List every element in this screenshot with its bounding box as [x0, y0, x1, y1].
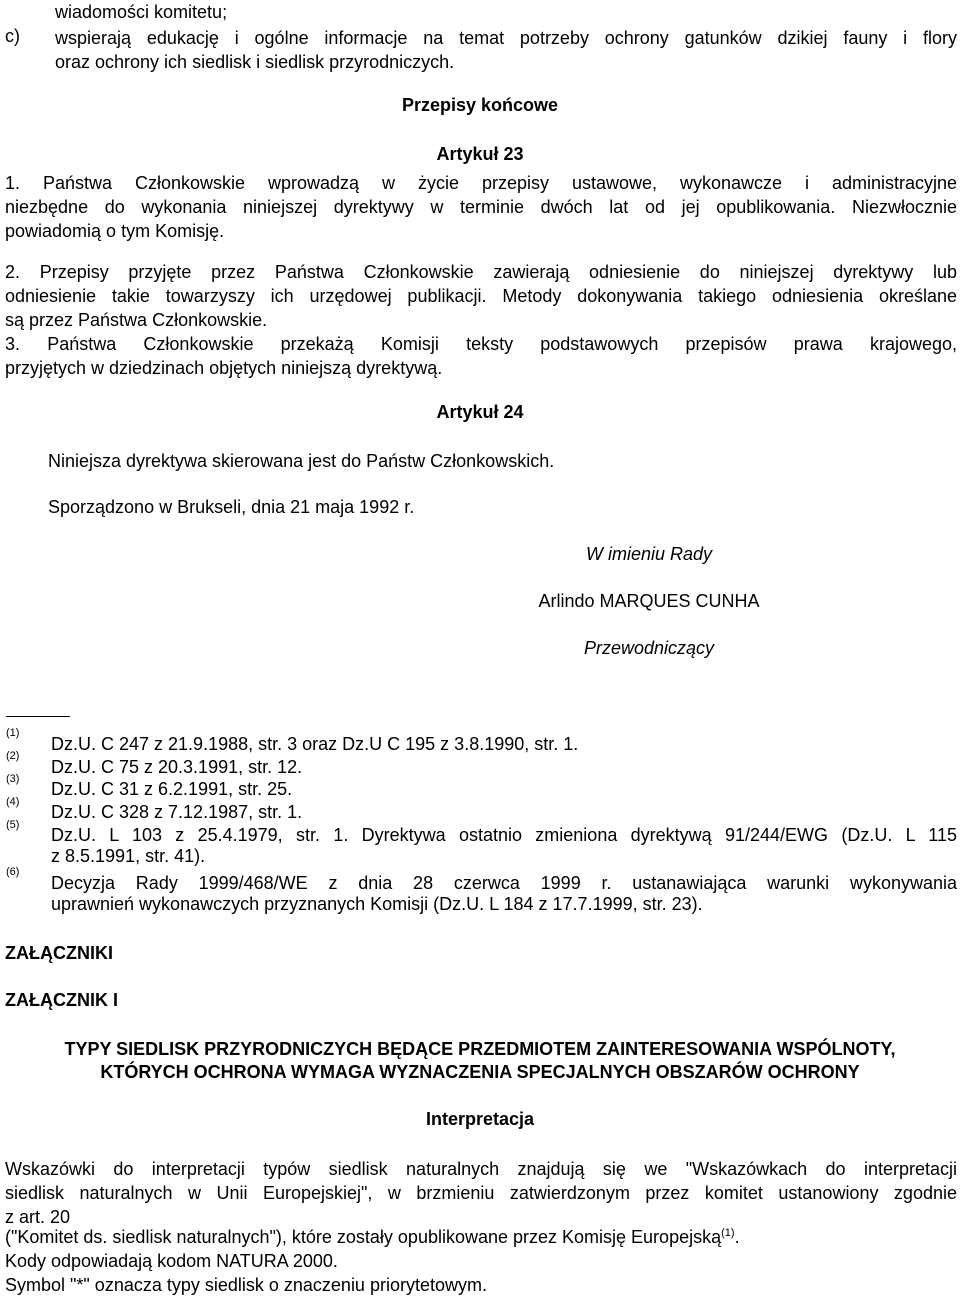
footnote-line: Dz.U. C 31 z 6.2.1991, str. 25. [51, 779, 293, 799]
footnote-marker: (4) [6, 796, 20, 808]
annexes-heading: ZAŁĄCZNIKI [5, 943, 113, 963]
symbol-line: Symbol "*" oznacza typy siedlisk o znaczeniu priorytetowym. [5, 1275, 487, 1295]
list-marker-c: c) [5, 26, 20, 46]
footnote-5 [51, 825, 957, 867]
article-24-title: Artykuł 24 [436, 402, 524, 422]
on-behalf-text: W imieniu Rady [585, 544, 713, 564]
paragraph-line: Wskazówki do interpretacji typów siedlisk naturalnych znajdują się we "Wskazówkach do interpretacji [5, 1159, 957, 1179]
list-item-c [55, 26, 957, 74]
annex-1-title-line-1: TYPY SIEDLISK PRZYRODNICZYCH BĘDĄCE PRZEDMIOTEM ZAINTERESOWANIA WSPÓLNOTY, [64, 1039, 896, 1059]
paragraph-line: 2. Przepisy przyjęte przez Państwa Członkowskie zawierają odniesienie do niniejszej dyrektywy lub [5, 262, 957, 282]
footnote-marker: (5) [6, 819, 20, 831]
article-23-paragraph-2 [5, 260, 957, 332]
footnote-marker: (3) [6, 773, 20, 785]
done-at-text: Sporządzono w Brukseli, dnia 21 maja 1992 r. [48, 497, 415, 517]
list-item-c-line: wspierają edukację i ogólne informacje na temat potrzeby ochrony gatunków dzikiej fauny i flory [55, 28, 957, 48]
paragraph-line: siedlisk naturalnych w Unii Europejskiej", w brzmieniu zatwierdzonym przez komitet ustanowiony zgodnie [5, 1183, 957, 1203]
footnote-line: Dz.U. C 328 z 7.12.1987, str. 1. [51, 802, 303, 822]
footnote-line: uprawnień wykonawczych przyznanych Komisji (Dz.U. L 184 z 17.7.1999, str. 23). [51, 894, 703, 914]
paragraph-line: odniesienie takie towarzyszy ich urzędowej publikacji. Metody dokonywania takiego odniesienia określane [5, 286, 957, 306]
committee-footnote-ref[interactable]: (1) [721, 1227, 735, 1239]
footnote-separator [6, 716, 70, 717]
interpretation-paragraph [5, 1157, 957, 1229]
article-24-text: Niniejsza dyrektywa skierowana jest do Państw Członkowskich. [48, 451, 555, 471]
paragraph-line: powiadomią o tym Komisję. [5, 221, 225, 241]
article-23-title: Artykuł 23 [436, 144, 524, 164]
footnote-line: z 8.5.1991, str. 41). [51, 846, 206, 866]
footnote-3 [51, 779, 957, 800]
committee-line [5, 1227, 740, 1248]
interpretation-heading: Interpretacja [425, 1109, 535, 1129]
committee-end: . [734, 1227, 740, 1247]
paragraph-line: 1. Państwa Członkowskie wprowadzą w życie przepisy ustawowe, wykonawcze i administracyjne [5, 173, 957, 193]
paragraph-line: są przez Państwa Członkowskie. [5, 310, 268, 330]
footnote-6 [51, 873, 957, 915]
article-23-paragraph-3 [5, 332, 957, 380]
list-item-c-line: oraz ochrony ich siedlisk i siedlisk przyrodniczych. [55, 52, 455, 72]
annex-1-title-line-2: KTÓRYCH OCHRONA WYMAGA WYZNACZENIA SPECJALNYCH OBSZARÓW OCHRONY [100, 1062, 860, 1082]
list-item-b-end: wiadomości komitetu; [55, 2, 228, 22]
annex-1-heading: ZAŁĄCZNIK I [5, 990, 118, 1010]
article-23-paragraph-1 [5, 171, 957, 243]
footnote-line: Dz.U. C 75 z 20.3.1991, str. 12. [51, 757, 303, 777]
paragraph-line: przyjętych w dziedzinach objętych niniejszą dyrektywą. [5, 358, 443, 378]
signatory-role: Przewodniczący [583, 638, 715, 658]
footnote-marker: (2) [6, 750, 20, 762]
section-heading-final-provisions: Przepisy końcowe [401, 95, 559, 115]
committee-text: ("Komitet ds. siedlisk naturalnych"), które zostały opublikowane przez Komisję Europejską [5, 1227, 722, 1247]
paragraph-line: z art. 20 [5, 1207, 71, 1227]
footnote-1 [51, 734, 957, 755]
paragraph-line: niezbędne do wykonania niniejszej dyrektywy w terminie dwóch lat od jej opublikowania. Niezwłocznie [5, 197, 957, 217]
footnote-4 [51, 802, 957, 823]
footnote-line: Dz.U. L 103 z 25.4.1979, str. 1. Dyrektywa ostatnio zmieniona dyrektywą 91/244/EWG (Dz.U. L 115 [51, 825, 957, 845]
footnote-line: Decyzja Rady 1999/468/WE z dnia 28 czerwca 1999 r. ustanawiająca warunki wykonywania [51, 873, 957, 893]
signatory-name: Arlindo MARQUES CUNHA [538, 591, 760, 611]
footnote-marker: (1) [6, 727, 20, 739]
footnote-marker: (6) [6, 866, 20, 878]
codes-line: Kody odpowiadają kodom NATURA 2000. [5, 1251, 338, 1271]
footnote-2 [51, 757, 957, 778]
paragraph-line: 3. Państwa Członkowskie przekażą Komisji teksty podstawowych przepisów prawa krajowego, [5, 334, 957, 354]
footnote-line: Dz.U. C 247 z 21.9.1988, str. 3 oraz Dz.U C 195 z 3.8.1990, str. 1. [51, 734, 579, 754]
